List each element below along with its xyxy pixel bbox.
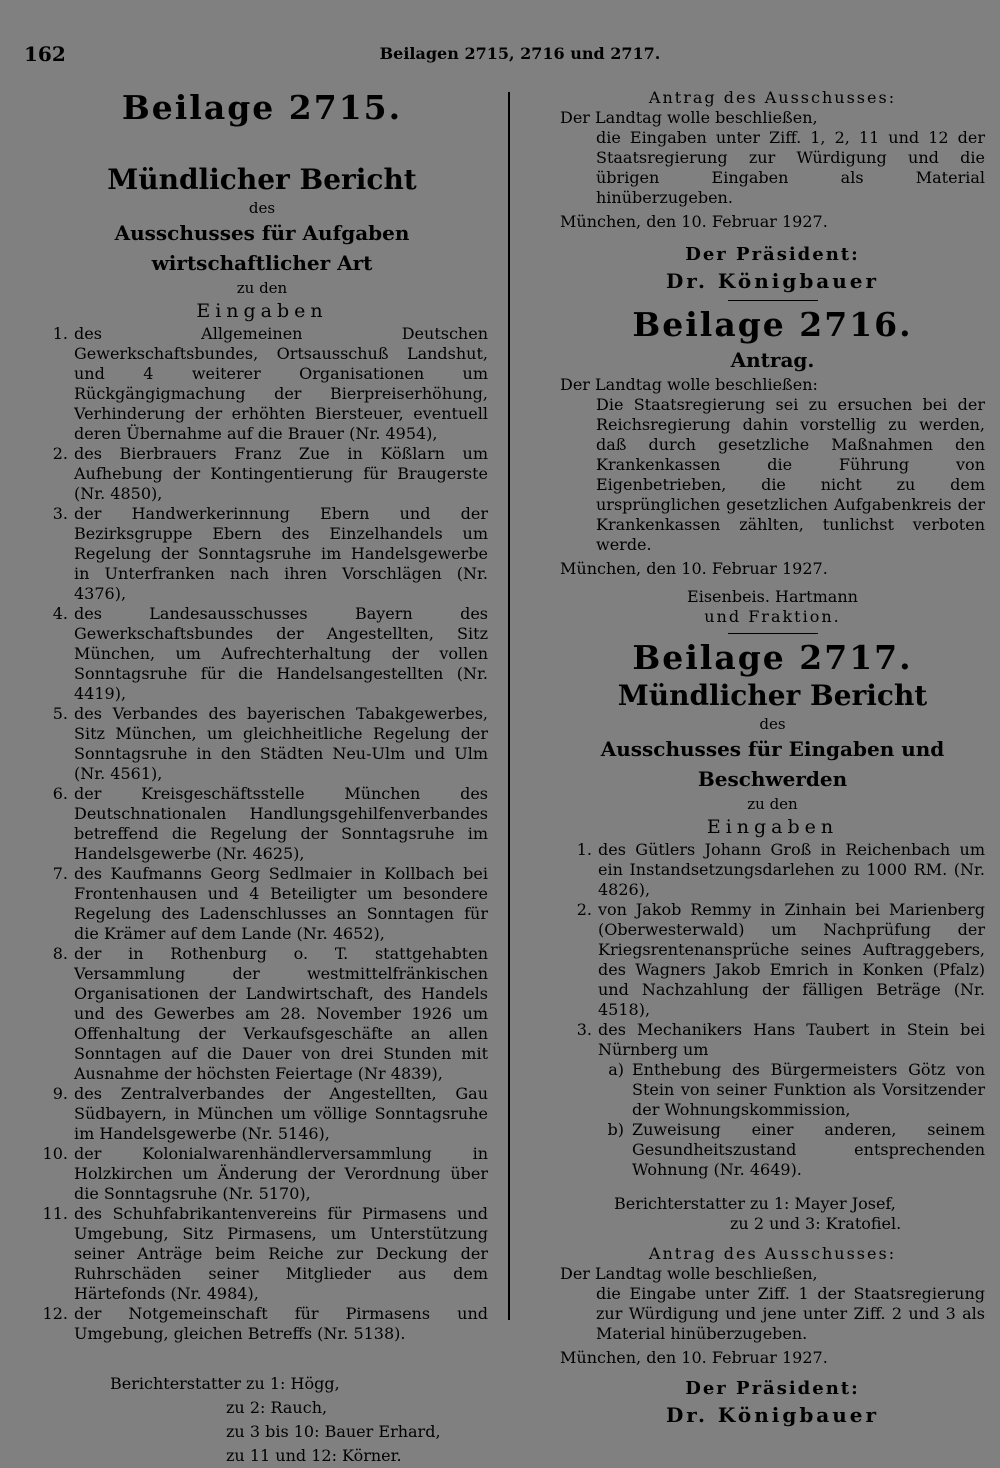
running-title: Beilagen 2715, 2716 und 2717.	[379, 44, 661, 63]
list-item: 5. des Verbandes des bayerischen Tabakgewerbes, Sitz München, um gleichheitliche Regelung der Sonntagsruhe in den Städten Neu-Ulm und Ulm (Nr. 4561),	[52, 704, 488, 783]
berichterstatter-line: zu 11 und 12: Körner.	[226, 1446, 402, 1465]
running-header	[24, 44, 976, 74]
signers: Eisenbeis. Hartmann	[687, 587, 858, 606]
praesident-label: Der Präsident:	[685, 244, 860, 265]
list-item: 1. des Allgemeinen Deutschen Gewerkschaftsbundes, Ortsausschuß Landshut, und 4 weiterer Organisationen um Rückgängigmachung der Bierpreiserhöhung, Verhinderung der erhöhten Biersteuer, eventuell deren Übernahme auf die Brauer (Nr. 4954),	[52, 324, 488, 443]
zu-den-label: zu den	[236, 279, 288, 297]
list-item: 12. der Notgemeinschaft für Pirmasens und Umgebung, gleichen Betreffs (Nr. 5138).	[42, 1304, 488, 1343]
list-item: 7. des Kaufmanns Georg Sedlmaier in Kollbach bei Frontenhausen und 4 Beteiligter um besondere Regelung des Ladenschlusses an Sonntagen für die Krämer auf dem Lande (Nr. 4652),	[52, 864, 488, 943]
berichterstatter-line: Berichterstatter zu 1: Högg,	[110, 1374, 340, 1393]
list-item: 3. der Handwerkerinnung Ebern und der Bezirksgruppe Ebern des Einzelhandels um Regelung der Sonntagsruhe im Handelsgewerbe in Unterfranken nach ihren Vorschlägen (Nr. 4376),	[52, 504, 488, 603]
sub-list-item: b) Zuweisung einer anderen, seinem Gesundheitszustand entsprechenden Wohnung (Nr. 4649).	[607, 1120, 985, 1179]
eingaben-list	[560, 840, 985, 1180]
antrag-text: die Eingaben unter Ziff. 1, 2, 11 und 12 der Staatsregierung zur Würdigung und die übrigen Eingaben als Material hinüberzugeben.	[596, 128, 985, 207]
divider	[728, 300, 818, 301]
list-item: 9. des Zentralverbandes der Angestellten, Gau Südbayern, in München um völlige Sonntagsruhe im Handelsgewerbe (Nr. 5146),	[52, 1084, 488, 1143]
list-item: 4. des Landesausschusses Bayern des Gewerkschaftsbundes der Angestellten, Sitz München, um Aufrechterhaltung der vollen Sonntagsruhe für die Handelsangestellten (Nr. 4419),	[52, 604, 488, 703]
antrag-subtitle: Antrag.	[730, 348, 815, 372]
eingaben-heading: Eingaben	[196, 300, 328, 322]
praesident-label: Der Präsident:	[685, 1378, 860, 1399]
right-column	[560, 88, 985, 1428]
des-label: des	[759, 715, 786, 733]
date: München, den 10. Februar 1927.	[560, 212, 828, 231]
eingaben-heading: Eingaben	[706, 816, 839, 838]
list-item: 8. der in Rothenburg o. T. stattgehabten Versammlung der westmittelfränkischen Organisationen der Landwirtschaft, des Handels und des Gewerbes am 28. November 1926 um Offenhaltung der Verkaufsgeschäfte an allen Sonntagen auf die Dauer von drei Stunden mit Ausnahme der höchsten Feiertage (Nr 4839),	[52, 944, 488, 1083]
des-label: des	[248, 199, 276, 217]
berichterstatter-line: Berichterstatter zu 1: Mayer Josef,	[614, 1194, 896, 1213]
sub-list-item: a) Enthebung des Bürgermeisters Götz von Stein von seiner Funktion als Vorsitzender der Wohnungskommission,	[608, 1060, 985, 1119]
berichterstatter-line: zu 2 und 3: Kratofiel.	[730, 1214, 902, 1233]
column-divider	[508, 92, 510, 1320]
list-item: 1. des Gütlers Johann Groß in Reichenbach um ein Instandsetzungsdarlehen zu 1000 RM. (Nr. 4826),	[576, 840, 985, 899]
beilage-2716-title: Beilage 2716.	[632, 305, 913, 344]
praesident-name: Dr. Königbauer	[665, 269, 880, 293]
beilage-2717-title: Beilage 2717.	[632, 638, 913, 677]
antrag-intro: Der Landtag wolle beschließen,	[560, 108, 818, 127]
date: München, den 10. Februar 1927.	[560, 559, 828, 578]
divider	[728, 633, 818, 634]
date: München, den 10. Februar 1927.	[560, 1348, 828, 1367]
praesident-name: Dr. Königbauer	[665, 1403, 880, 1427]
antrag-intro: Der Landtag wolle beschließen:	[560, 375, 818, 394]
page-number: 162	[24, 42, 66, 66]
sub-list	[598, 1060, 985, 1180]
berichterstatter-block	[560, 1194, 985, 1234]
list-item: 6. der Kreisgeschäftsstelle München des Deutschnationalen Handlungsgehilfenverbandes betreffend die Regelung der Sonntagsruhe im Handelsgewerbe (Nr. 4625),	[52, 784, 488, 863]
left-column	[36, 88, 488, 1468]
beilage-2715-title: Beilage 2715.	[121, 88, 403, 127]
antrag-heading: Antrag des Ausschusses:	[648, 1244, 897, 1263]
antrag-heading: Antrag des Ausschusses:	[648, 88, 897, 107]
antrag-text: Die Staatsregierung sei zu ersuchen bei der Reichsregierung dahin vorstellig zu werden, daß durch gesetzliche Maßnahmen den Krankenkassen die Führung von Eigenbetrieben, die nicht zu dem ursprünglichen gesetzlichen Aufgabenkreis der Krankenkassen zählten, tunlichst verboten werde.	[596, 395, 985, 554]
zu-den-label: zu den	[747, 795, 798, 813]
committee-name: Ausschusses für Eingaben und Beschwerden	[600, 737, 945, 791]
berichterstatter-line: zu 2: Rauch,	[226, 1398, 328, 1417]
committee-name: Ausschusses für Aufgaben wirtschaftlicher Art	[114, 221, 410, 275]
report-title: Mündlicher Bericht	[617, 679, 928, 712]
eingaben-list	[36, 324, 488, 1344]
list-item: 11. des Schuhfabrikantenvereins für Pirmasens und Umgebung, Sitz Pirmasens, um Unterstützung seiner Anträge beim Reiche zur Deckung der Ruhrschäden seiner Mitglieder aus dem Härtefonds (Nr. 4984),	[42, 1204, 488, 1303]
berichterstatter-line: zu 3 bis 10: Bauer Erhard,	[226, 1422, 441, 1441]
list-item: 10. der Kolonialwarenhändlerversammlung in Holzkirchen um Änderung der Verordnung über die Sonntagsruhe (Nr. 5170),	[42, 1144, 488, 1203]
antrag-intro: Der Landtag wolle beschließen,	[560, 1264, 818, 1283]
antrag-text: die Eingabe unter Ziff. 1 der Staatsregierung zur Würdigung und jene unter Ziff. 2 und 3 als Material hinüberzugeben.	[596, 1284, 985, 1343]
list-item: 3. des Mechanikers Hans Taubert in Stein bei Nürnberg um a) Enthebung des Bürgermeisters Götz von Stein von seiner Funktion als Vorsitzender der Wohnungskommission, b) Zuweisung einer anderen, seinem Gesundheitszustand entsprechenden Wohnung (Nr. 4649).	[576, 1020, 985, 1179]
report-title: Mündlicher Bericht	[107, 163, 417, 196]
list-item: 2. des Bierbrauers Franz Zue in Kößlarn um Aufhebung der Kontingentierung für Braugerste (Nr. 4850),	[52, 444, 488, 503]
signers-fraktion: und Fraktion.	[704, 607, 841, 626]
list-item: 2. von Jakob Remmy in Zinhain bei Marienberg (Oberwesterwald) um Nachprüfung der Kriegsrentenansprüche seines Auftraggebers, des Wagners Jakob Emrich in Konken (Pfalz) und Nachzahlung der fälligen Beträge (Nr. 4518),	[576, 900, 985, 1019]
berichterstatter-block	[36, 1372, 488, 1468]
